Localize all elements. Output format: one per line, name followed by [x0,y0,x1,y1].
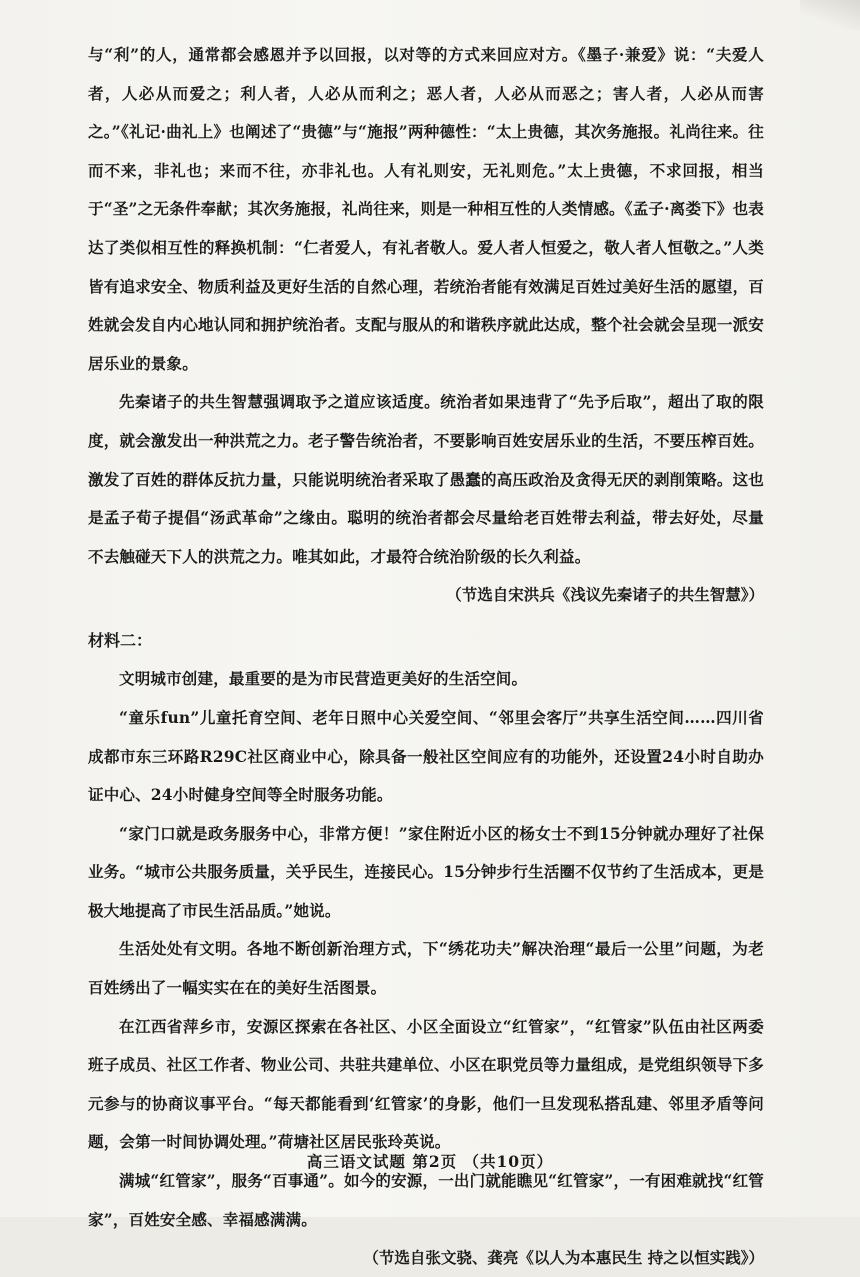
page-footer: 高三语文试题 第2页 （共10页） [306,1152,554,1171]
page-corner-shadow [800,0,860,30]
passage2-paragraph-2: “童乐fun”儿童托育空间、老年日照中心关爱空间、“邻里会客厅”共享生活空间……四川省成都市东三环路R29C社区商业中心，除具备一般社区空间应有的功能外，还设置24小时自助办证中心、24小时健身空间等全时服务功能。 [88,707,764,805]
section-title-material-2: 材料二： [88,631,153,651]
passage2-paragraph-5: 在江西省萍乡市，安源区探索在各社区、小区全面设立“红管家”，“红管家”队伍由社区两委班子成员、社区工作者、物业公司、共驻共建单位、小区在职党员等力量组成，是党组织领导下多元参与的协商议事平台。“每天都能看到‘红管家’的身影，他们一旦发现私搭乱建、邻里矛盾等问题，会第一时间协调处理。”荷塘社区居民张玲英说。 [88,1016,764,1152]
passage2-paragraph-1: 文明城市创建，最重要的是为市民营造更美好的生活空间。 [119,669,528,689]
passage1-paragraph-2: 先秦诸子的共生智慧强调取予之道应该适度。统治者如果违背了“先予后取”，超出了取的限度，就会激发出一种洪荒之力。老子警告统治者，不要影响百姓安居乐业的生活，不要压榨百姓。激发了百姓的群体反抗力量，只能说明统治者采取了愚蠢的高压政治及贪得无厌的剥削策略。这也是孟子荀子提倡“汤武革命”之缘由。聪明的统治者都会尽量给老百姓带去利益，带去好处，尽量不去触碰天下人的洪荒之力。唯其如此，才最符合统治阶级的长久利益。 [88,392,764,566]
page-content [88,36,764,1277]
source-citation-1: （节选自宋洪兵《浅议先秦诸子的共生智慧》） [446,585,764,605]
passage2-paragraph-4: 生活处处有文明。各地不断创新治理方式，下“绣花功夫”解决治理“最后一公里”问题，为老百姓绣出了一幅实实在在的美好生活图景。 [88,939,764,998]
source-citation-2: （节选自张文骁、龚亮《以人为本惠民生 持之以恒实践》） [363,1248,764,1268]
passage1-paragraph-1: 与“利”的人，通常都会感恩并予以回报，以对等的方式来回应对方。《墨子·兼爱》说：“夫爱人者，人必从而爱之；利人者，人必从而利之；恶人者，人必从而恶之；害人者，人必从而害之。”《礼记·曲礼上》也阐述了“贵德”与“施报”两种德性：“太上贵德，其次务施报。礼尚往来。往而不来，非礼也；来而不往，亦非礼也。人有礼则安，无礼则危。”太上贵德，不求回报，相当于“圣”之无条件奉献；其次务施报，礼尚往来，则是一种相互性的人类情感。《孟子·离娄下》也表达了类似相互性的释换机制：“仁者爱人，有礼者敬人。爱人者人恒爱之，敬人者人恒敬之。”人类皆有追求安全、物质利益及更好生活的自然心理，若统治者能有效满足百姓过美好生活的愿望，百姓就会发自内心地认同和拥护统治者。支配与服从的和谐秩序就此达成，整个社会就会呈现一派安居乐业的景象。 [88,45,764,373]
passage2-paragraph-3: “家门口就是政务服务中心，非常方便！”家住附近小区的杨女士不到15分钟就办理好了社保业务。“城市公共服务质量，关乎民生，连接民心。15分钟步行生活圈不仅节约了生活成本，更是极大地提高了市民生活品质。”她说。 [88,823,764,920]
passage2-paragraph-6: 满城“红管家”，服务“百事通”。如今的安源，一出门就能瞧见“红管家”，一有困难就找“红管家”，百姓安全感、幸福感满满。 [88,1171,764,1229]
